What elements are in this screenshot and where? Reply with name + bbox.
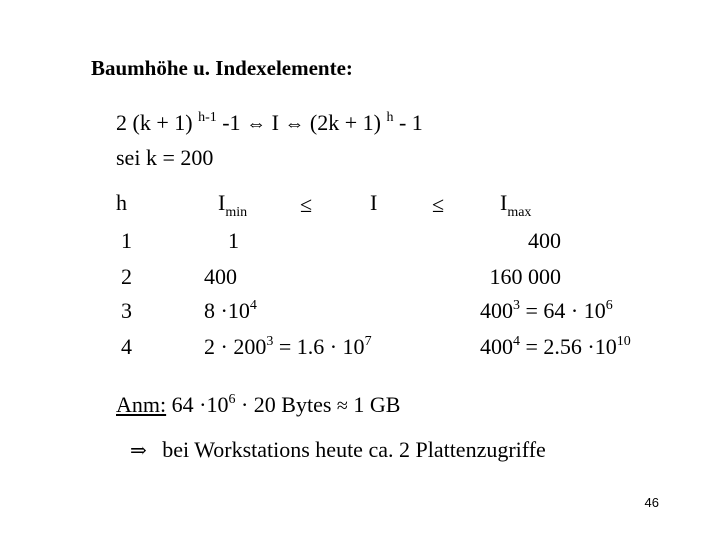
row-2-h: 2 <box>121 264 132 289</box>
equivalence-arrow-icon-2: ⇔ <box>284 113 305 135</box>
header-i: I <box>370 190 378 215</box>
row-4-imax-exp: 4 <box>513 334 520 349</box>
row-4-imin-exp2: 7 <box>364 334 372 349</box>
row-3-imin-base: 8 ·10 <box>204 298 250 323</box>
row-3-imax-tail: = 64 · 10 <box>520 298 606 323</box>
row-1-imin: 1 <box>228 228 239 253</box>
row-4-imax-exp2: 10 <box>616 334 631 349</box>
row-4-imin <box>204 334 372 360</box>
header-imin-sub: min <box>225 205 248 220</box>
row-1-h: 1 <box>121 228 132 253</box>
formula-line <box>116 110 423 136</box>
row-4-imax <box>480 334 631 360</box>
row-4-h: 4 <box>121 334 132 359</box>
note-text3: 1 GB <box>347 392 401 417</box>
formula-mid1: -1 <box>222 110 241 135</box>
formula-exp2: h <box>386 110 394 125</box>
note-exp: 6 <box>228 392 236 407</box>
formula-var: I <box>271 110 279 135</box>
formula-exp1: h-1 <box>198 110 217 125</box>
equivalence-arrow-icon: ⇔ <box>246 113 267 135</box>
set-k-line: sei k = 200 <box>116 145 214 170</box>
row-4-imin-exp: 3 <box>266 334 274 349</box>
page-number: 46 <box>644 495 659 510</box>
header-imin <box>218 190 248 220</box>
note-line <box>116 392 400 418</box>
row-3-imax-exp: 3 <box>513 298 520 313</box>
implies-arrow-icon: ⇒ <box>130 440 147 462</box>
row-3-imax-exp2: 6 <box>605 298 613 313</box>
conclusion-text: bei Workstations heute ca. 2 Plattenzugriffe <box>162 437 546 462</box>
formula-tail: - 1 <box>398 110 423 135</box>
row-3-imax <box>480 298 613 324</box>
row-3-imin <box>204 298 257 324</box>
row-4-imax-base: 400 <box>480 334 513 359</box>
less-equal-icon-2: ≤ <box>432 192 445 217</box>
header-imax <box>500 190 532 220</box>
row-3-imax-base: 400 <box>480 298 513 323</box>
row-2-imin: 400 <box>204 264 237 289</box>
row-4-imin-tail: = 1.6 · 10 <box>273 334 365 359</box>
header-imax-sub: max <box>507 205 532 220</box>
note-text2: · 20 Bytes <box>235 392 337 417</box>
conclusion-line <box>130 437 546 463</box>
slide-title: Baumhöhe u. Indexelemente: <box>91 56 353 80</box>
row-3-imin-exp: 4 <box>249 298 257 313</box>
header-imax-letter: I <box>500 190 508 215</box>
note-label: Anm: <box>116 392 167 417</box>
row-3-h: 3 <box>121 298 132 323</box>
row-2-imax: 160 000 <box>489 264 561 289</box>
header-h: h <box>116 190 127 215</box>
row-4-imax-tail: = 2.56 ·10 <box>520 334 617 359</box>
note-text1: 64 ·10 <box>166 392 229 417</box>
row-4-imin-base: 2 · 200 <box>204 334 267 359</box>
header-imin-letter: I <box>218 190 226 215</box>
row-1-imax: 400 <box>528 228 561 253</box>
approx-icon: ≈ <box>336 395 348 417</box>
less-equal-icon: ≤ <box>300 192 313 217</box>
formula-left: 2 (k + 1) <box>116 110 193 135</box>
formula-right: (2k + 1) <box>309 110 381 135</box>
